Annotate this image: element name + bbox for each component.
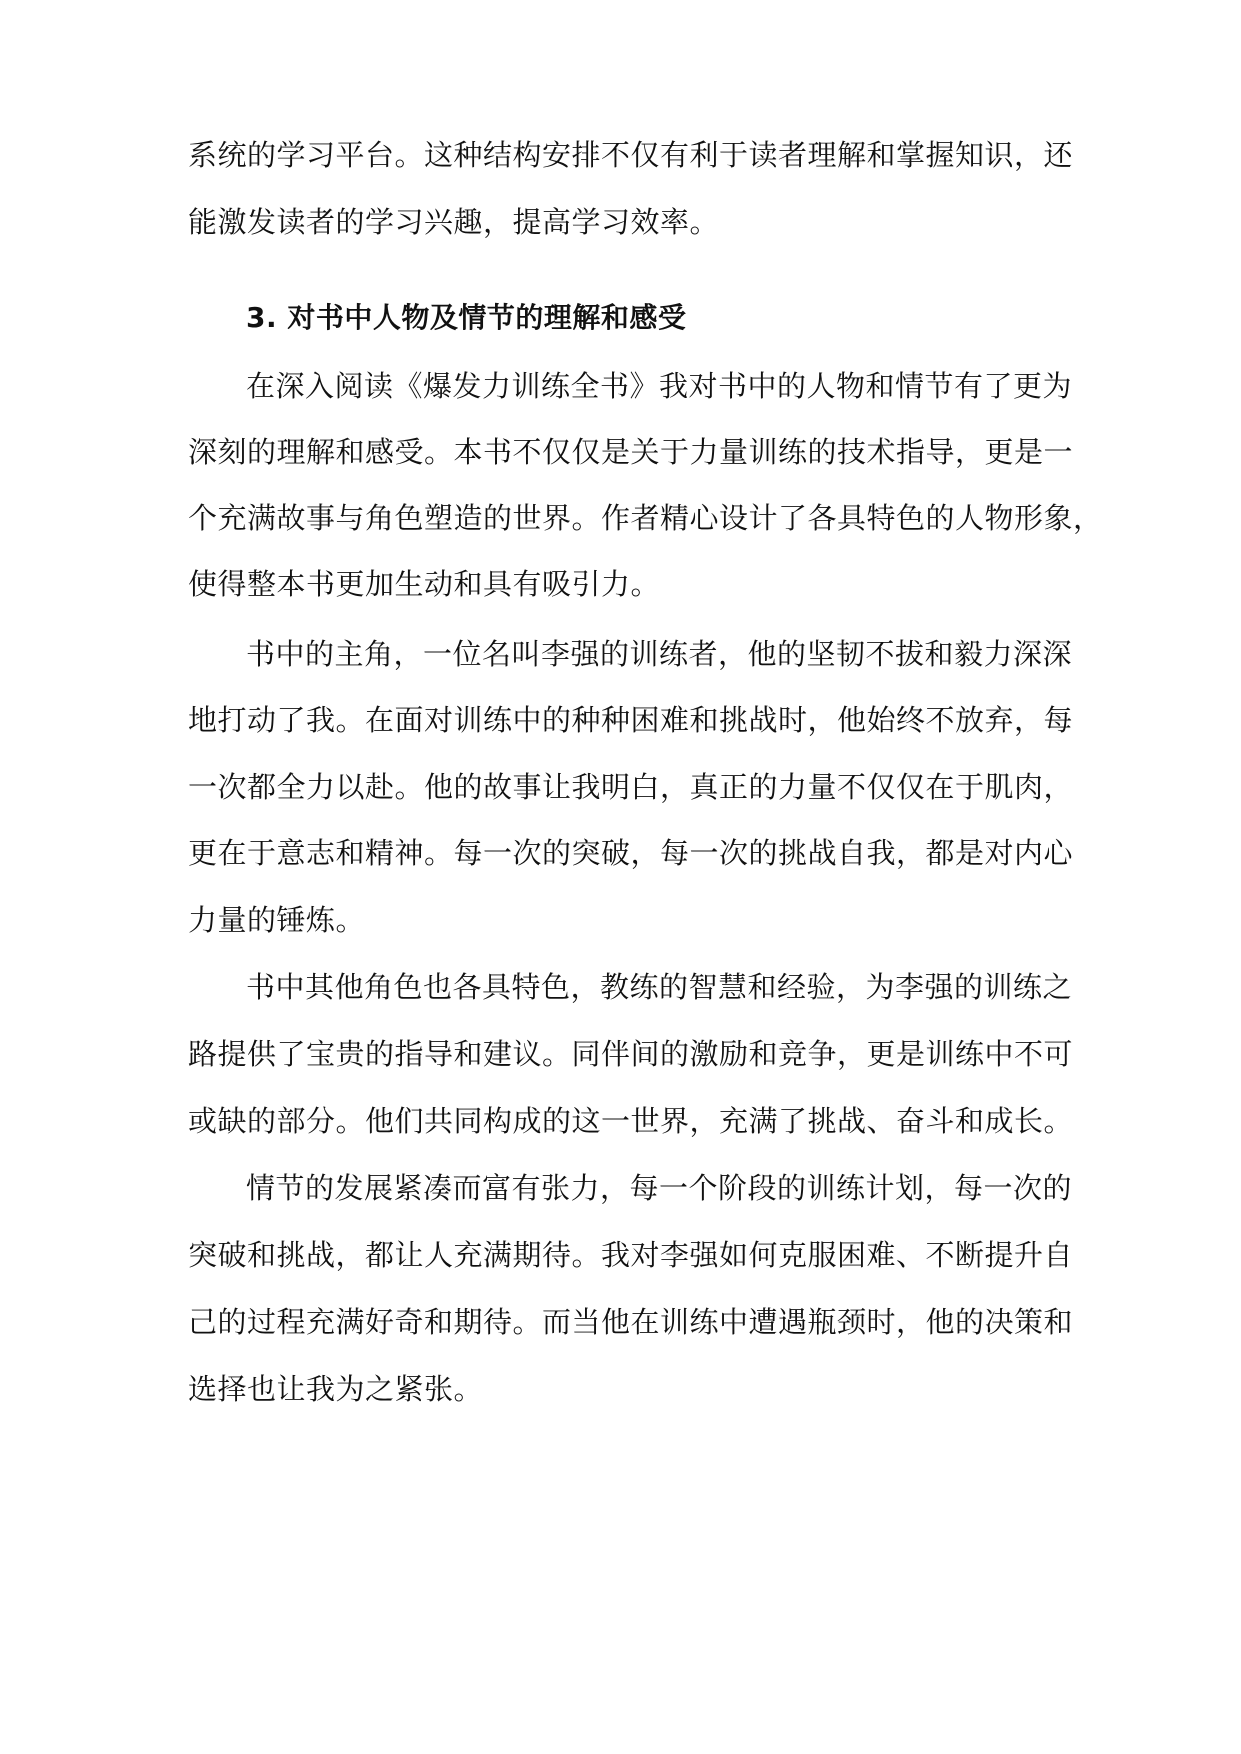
text-line: 更在于意志和精神。每一次的突破，每一次的挑战自我，都是对内心 <box>188 836 1074 870</box>
text-line: 突破和挑战，都让人充满期待。我对李强如何克服困难、不断提升自 <box>188 1238 1074 1272</box>
section-heading: 3. 对书中人物及情节的理解和感受 <box>246 301 687 334</box>
text-line: 书中其他角色也各具特色，教练的智慧和经验，为李强的训练之 <box>246 970 1073 1004</box>
text-line: 情节的发展紧凑而富有张力，每一个阶段的训练计划，每一次的 <box>246 1171 1073 1205</box>
text-line: 在深入阅读《爆发力训练全书》我对书中的人物和情节有了更为 <box>246 369 1073 403</box>
text-line: 地打动了我。在面对训练中的种种困难和挑战时，他始终不放弃，每 <box>188 703 1074 737</box>
text-line: 或缺的部分。他们共同构成的这一世界，充满了挑战、奋斗和成长。 <box>188 1104 1074 1138</box>
text-line: 选择也让我为之紧张。 <box>188 1372 484 1406</box>
document-page <box>188 0 1103 1754</box>
text-line: 力量的锤炼。 <box>188 903 366 937</box>
text-line: 系统的学习平台。这种结构安排不仅有利于读者理解和掌握知识，还 <box>188 138 1074 172</box>
text-line: 能激发读者的学习兴趣，提高学习效率。 <box>188 205 720 239</box>
text-line: 个充满故事与角色塑造的世界。作者精心设计了各具特色的人物形象， <box>188 501 1103 535</box>
text-line: 使得整本书更加生动和具有吸引力。 <box>188 567 661 601</box>
text-line: 书中的主角，一位名叫李强的训练者，他的坚韧不拔和毅力深深 <box>246 637 1073 671</box>
text-line: 一次都全力以赴。他的故事让我明白，真正的力量不仅仅在于肌肉， <box>188 770 1074 804</box>
text-line: 己的过程充满好奇和期待。而当他在训练中遭遇瓶颈时，他的决策和 <box>188 1305 1074 1339</box>
text-line: 深刻的理解和感受。本书不仅仅是关于力量训练的技术指导，更是一 <box>188 435 1074 469</box>
text-line: 路提供了宝贵的指导和建议。同伴间的激励和竞争，更是训练中不可 <box>188 1037 1074 1071</box>
